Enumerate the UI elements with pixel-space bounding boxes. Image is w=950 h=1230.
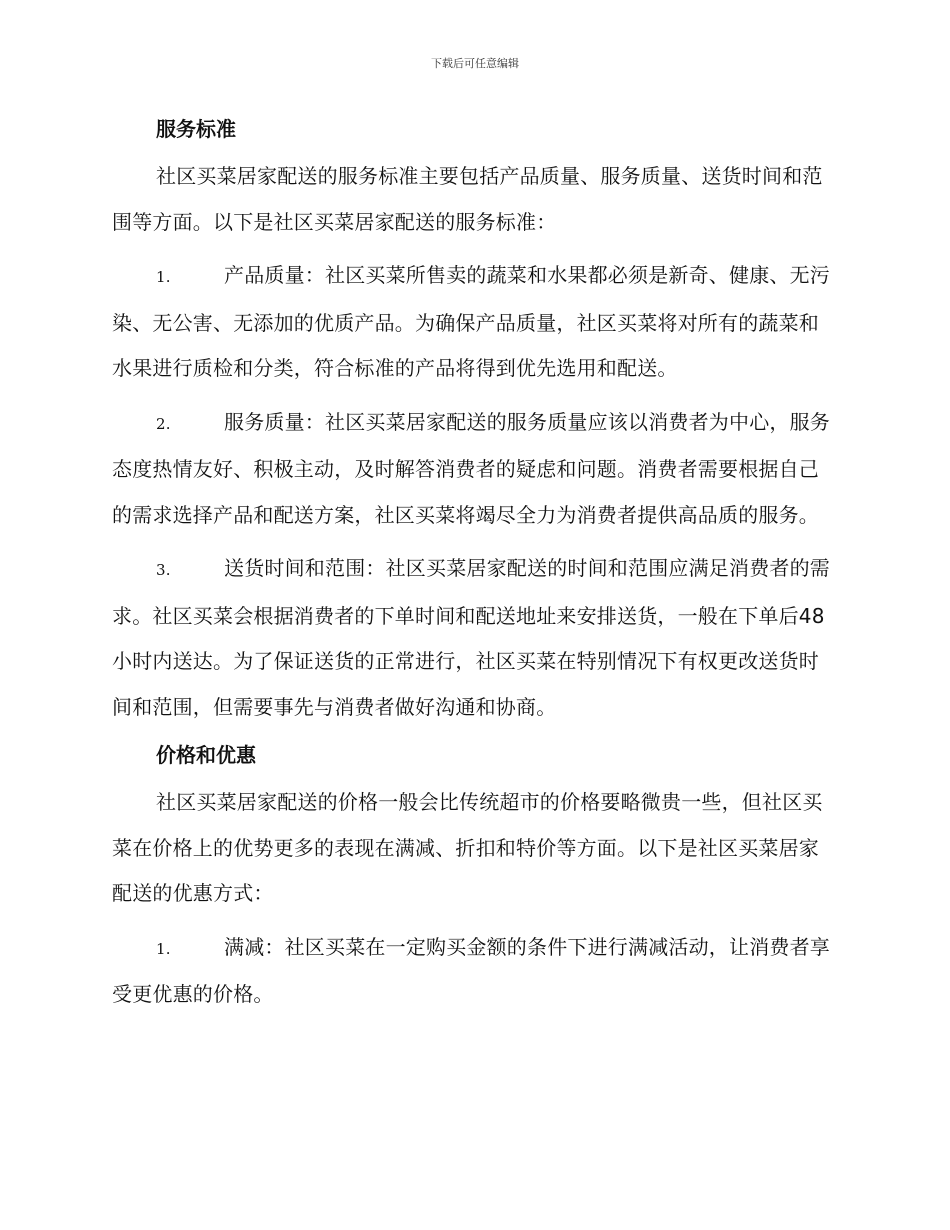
section-intro: 社区买菜居家配送的服务标准主要包括产品质量、服务质量、送货时间和范围等方面。以下是社区买菜居家配送的服务标准： bbox=[112, 164, 823, 234]
list-item-text: 满减：社区买菜在一定购买金额的条件下进行满减活动，让消费者享受更优惠的价格。 bbox=[112, 934, 830, 1006]
section-heading: 价格和优惠 bbox=[156, 743, 256, 767]
list-item-number: 1. bbox=[156, 939, 171, 958]
list-item-text: 送货时间和范围：社区买菜居家配送的时间和范围应满足消费者的需求。社区买菜会根据消费者的下单时间和配送地址来安排送货，一般在下单后48小时内送达。为了保证送货的正常进行，社区买菜在特别情况下有权更改送货时间和范围，但需要事先与消费者做好沟通和协商。 bbox=[112, 556, 830, 719]
list-item bbox=[112, 546, 832, 730]
list-item-number: 1. bbox=[156, 268, 171, 286]
document-body bbox=[112, 112, 832, 1018]
list-item-text: 产品质量：社区买菜所售卖的蔬菜和水果都必须是新奇、健康、无污染、无公害、无添加的优质产品。为确保产品质量，社区买菜将对所有的蔬菜和水果进行质检和分类，符合标准的产品将得到优先选用和配送。 bbox=[112, 263, 830, 380]
page-header-note: 下载后可任意编辑 bbox=[431, 57, 519, 70]
list-item bbox=[112, 253, 832, 392]
section-service-standards bbox=[112, 112, 832, 730]
list-item bbox=[112, 925, 832, 1018]
list-item bbox=[112, 400, 832, 539]
section-intro: 社区买菜居家配送的价格一般会比传统超市的价格要略微贵一些，但社区买菜在价格上的优势更多的表现在满减、折扣和特价等方面。以下是社区买菜居家配送的优惠方式： bbox=[112, 790, 823, 905]
section-heading: 服务标准 bbox=[156, 117, 236, 141]
section-pricing-and-discounts bbox=[112, 738, 832, 1018]
list-item-number: 2. bbox=[156, 414, 171, 433]
list-item-number: 3. bbox=[156, 561, 171, 579]
list-item-text: 服务质量：社区买菜居家配送的服务质量应该以消费者为中心，服务态度热情友好、积极主动，及时解答消费者的疑虑和问题。消费者需要根据自己的需求选择产品和配送方案，社区买菜将竭尽全力为消费者提供高品质的服务。 bbox=[112, 409, 830, 527]
